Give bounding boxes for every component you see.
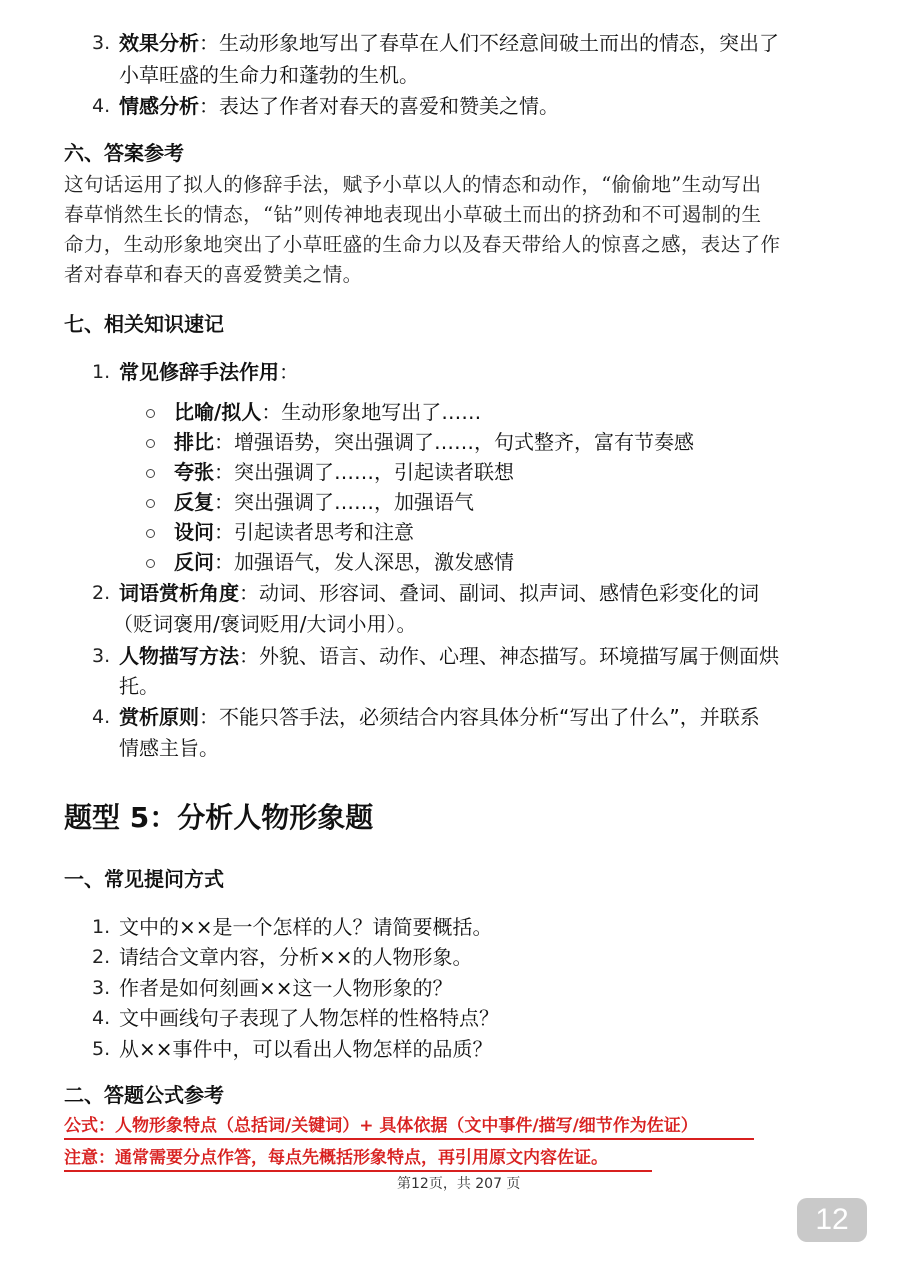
list-number: 4.	[92, 95, 111, 117]
question-item: 作者是如何刻画××这一人物形象的？	[119, 976, 453, 1000]
section-heading-answer: 六、答案参考	[64, 141, 184, 165]
item-continuation: 情感主旨。	[119, 736, 219, 760]
bullet-circle	[146, 559, 155, 568]
item-text: ：表达了作者对春天的喜爱和赞美之情。	[199, 94, 559, 118]
page-title-type5: 题型 5：分析人物形象题	[64, 801, 374, 834]
rhetoric-label: 反复	[174, 490, 214, 514]
rhetoric-text: ：突出强调了……，加强语气	[214, 490, 474, 514]
note-underline	[64, 1170, 652, 1172]
rhetoric-label: 排比	[174, 430, 214, 454]
item-text: ：生动形象地写出了春草在人们不经意间破土而出的情态，突出了	[199, 31, 779, 55]
item-label: 词语赏析角度	[119, 581, 239, 605]
paragraph-line: 这句话运用了拟人的修辞手法，赋予小草以人的情态和动作，“偷偷地”生动写出	[64, 173, 762, 196]
item-text: ：	[279, 360, 299, 384]
list-item-word-analysis	[119, 578, 759, 608]
question-item: 文中的××是一个怎样的人？请简要概括。	[119, 915, 493, 939]
rhetoric-item	[174, 547, 514, 577]
rhetoric-text: ：生动形象地写出了……	[261, 400, 482, 424]
rhetoric-item	[174, 487, 474, 517]
list-number: 4.	[92, 1007, 111, 1029]
question-item: 请结合文章内容，分析××的人物形象。	[119, 945, 473, 969]
bullet-circle	[146, 409, 155, 418]
rhetoric-label: 比喻/拟人	[174, 400, 262, 424]
rhetoric-text: ：加强语气，发人深思，激发感情	[214, 550, 514, 574]
paragraph-line: 者对春草和春天的喜爱赞美之情。	[64, 263, 363, 286]
list-number: 3.	[92, 645, 111, 667]
item-label: 效果分析	[119, 31, 199, 55]
list-item-principle	[119, 702, 760, 732]
question-item: 文中画线句子表现了人物怎样的性格特点？	[119, 1006, 499, 1030]
list-number: 3.	[92, 977, 111, 999]
rhetoric-item	[174, 517, 414, 547]
item-text: ：动词、形容词、叠词、副词、拟声词、感情色彩变化的词	[239, 581, 759, 605]
formula-text: 公式：人物形象特点（总括词/关键词）+ 具体依据（文中事件/描写/细节作为佐证）	[64, 1116, 698, 1136]
paragraph-line: 春草悄然生长的情态，“钻”则传神地表现出小草破土而出的挤劲和不可遏制的生	[64, 203, 762, 226]
list-item-emotion-analysis	[119, 91, 559, 121]
rhetoric-item	[174, 457, 514, 487]
rhetoric-label: 夸张	[174, 460, 214, 484]
bullet-circle	[146, 439, 155, 448]
item-label: 人物描写方法	[119, 644, 239, 668]
item-continuation: 小草旺盛的生命力和蓬勃的生机。	[119, 63, 419, 87]
formula-underline	[64, 1138, 754, 1140]
rhetoric-text: ：突出强调了……，引起读者联想	[214, 460, 514, 484]
rhetoric-text: ：引起读者思考和注意	[214, 520, 414, 544]
page-footer: 第12页，共 207 页	[397, 1176, 521, 1192]
item-text: ：不能只答手法，必须结合内容具体分析“写出了什么”，并联系	[199, 705, 760, 729]
list-number: 2.	[92, 946, 111, 968]
bullet-circle	[146, 469, 155, 478]
rhetoric-label: 反问	[174, 550, 214, 574]
list-number: 1.	[92, 361, 111, 383]
question-item: 从××事件中，可以看出人物怎样的品质？	[119, 1037, 493, 1061]
list-number: 3.	[92, 32, 111, 54]
list-item-rhetoric	[119, 357, 299, 387]
list-number: 4.	[92, 706, 111, 728]
item-label: 情感分析	[119, 94, 199, 118]
item-continuation: （贬词褒用/褒词贬用/大词小用）。	[113, 612, 417, 636]
section-heading-knowledge: 七、相关知识速记	[64, 312, 224, 336]
bullet-circle	[146, 529, 155, 538]
rhetoric-label: 设问	[174, 520, 214, 544]
list-number: 5.	[92, 1038, 111, 1060]
list-number: 2.	[92, 582, 111, 604]
bullet-circle	[146, 499, 155, 508]
section-heading-formula: 二、答题公式参考	[64, 1083, 224, 1107]
item-label: 常见修辞手法作用	[119, 360, 279, 384]
list-item-character-description	[119, 641, 779, 671]
item-label: 赏析原则	[119, 705, 199, 729]
rhetoric-item	[174, 397, 481, 427]
page-number-badge[interactable]: 12	[797, 1198, 867, 1242]
item-text: ：外貌、语言、动作、心理、神态描写。环境描写属于侧面烘	[239, 644, 779, 668]
paragraph-line: 命力，生动形象地突出了小草旺盛的生命力以及春天带给人的惊喜之感，表达了作	[64, 233, 781, 256]
section-heading-questions: 一、常见提问方式	[64, 867, 224, 891]
note-text: 注意：通常需要分点作答，每点先概括形象特点，再引用原文内容佐证。	[64, 1148, 608, 1168]
rhetoric-item	[174, 427, 694, 457]
rhetoric-text: ：增强语势，突出强调了……，句式整齐，富有节奏感	[214, 430, 694, 454]
list-item-effect-analysis	[119, 28, 779, 58]
item-continuation: 托。	[119, 674, 159, 698]
list-number: 1.	[92, 916, 111, 938]
